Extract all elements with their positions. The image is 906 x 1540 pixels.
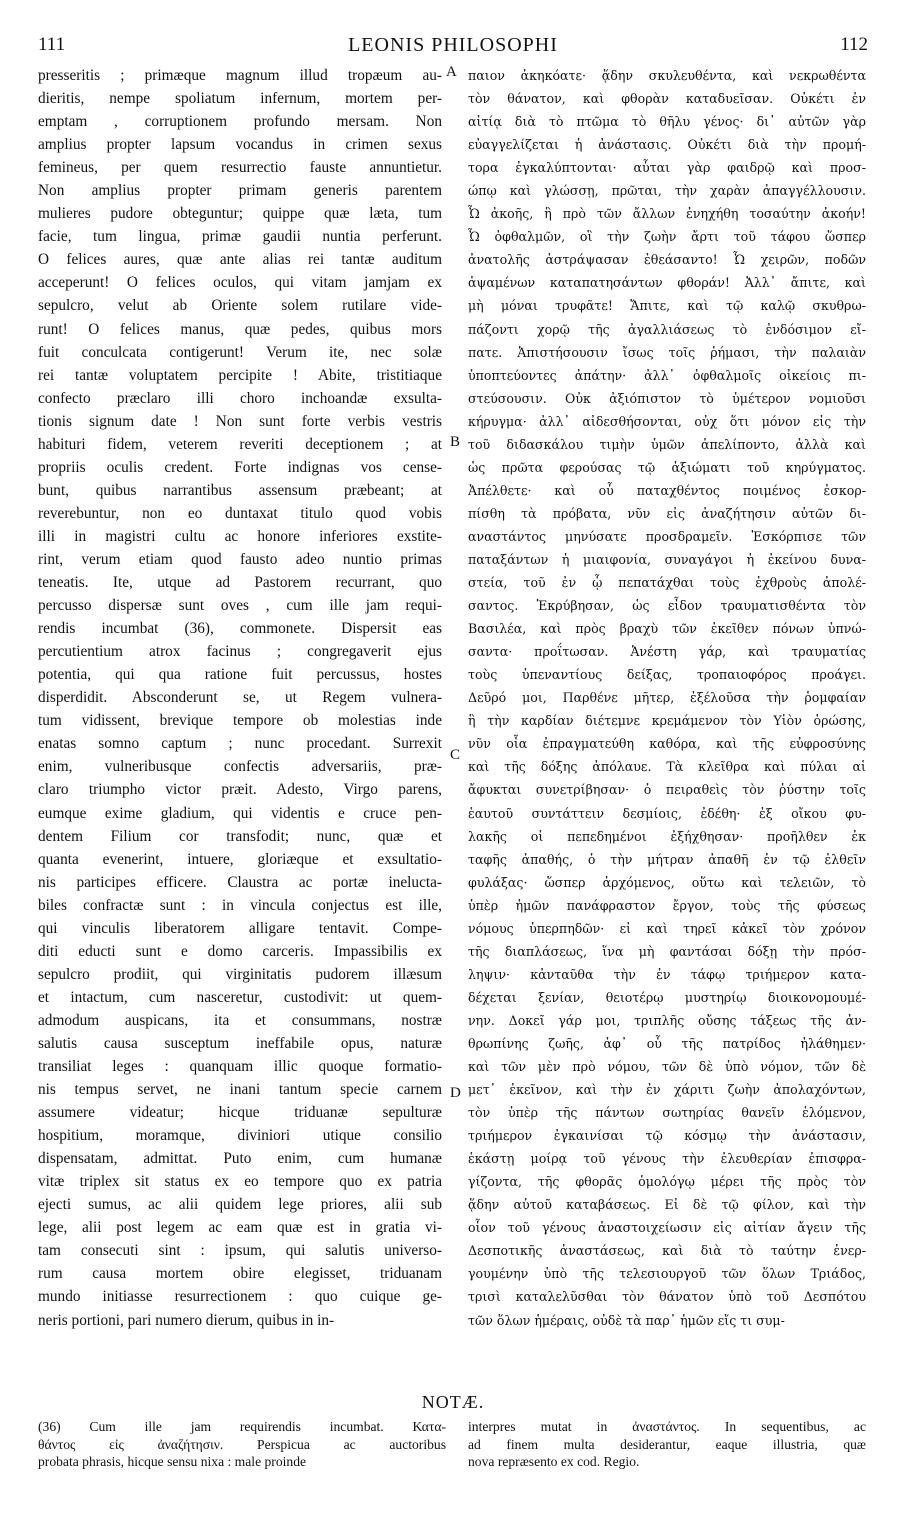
latin-text-line: assumere videatur; hicque triduanæ sepulturæ	[38, 1104, 442, 1122]
latin-text-line: presseritis ; primæque magnum illud tropæum au-	[38, 67, 442, 84]
greek-text-line: ὑπὲρ ἡμῶν πανάφραστον ἔργον, τοὺς τῆς φύσεως	[468, 897, 866, 913]
greek-text-line: γίζοντα, τῆς φθορᾶς ὁμολόγῳ μέρει τῆς πρὸς τὸν	[468, 1174, 866, 1190]
note-text-line: θάντος εἰς ἀναζήτησιν. Perspicua ac auctoribus	[38, 1436, 446, 1452]
greek-text-line: ὡς πρῶτα φερούσας τῷ ἀξιώματι τοῦ κηρύγματος.	[468, 459, 866, 475]
note-text-line: probata phrasis, hicque sensu nixa : male proinde	[38, 1454, 307, 1469]
page-header	[38, 34, 868, 64]
greek-text-line: ἑκάστῃ μοίρᾳ τοῦ γένους τὴν ἐλευθερίαν ἐπισφρα-	[468, 1151, 866, 1167]
greek-text-line: στεία, τοῦ ἐν ᾧ πεπατάχθαι τοὺς ἐχθροὺς ἀπολέ-	[468, 575, 866, 591]
latin-text-line: dispensatam, admittat. Puto enim, cum humanæ	[38, 1150, 442, 1168]
latin-text-line: mundo initiasse resurrectionem : quo cuique ge-	[38, 1288, 442, 1306]
latin-text-line: potentia, qui qua ratione fuit percussus, hostes	[38, 666, 442, 684]
greek-text-line: νῦν οἷα ἐπραγματεύθη καθόρα, καὶ τῆς εὐφροσύνης	[468, 736, 866, 752]
greek-text-line: ἑαυτοῦ συντάττειν δεσμίοις, ἐδέθη· ἐξ οἴκου φυ-	[468, 805, 866, 821]
greek-text-line: φυλάξας· ὥσπερ ἀρχόμενος, οὕτω καὶ τελειῶν, τὸ	[468, 874, 866, 890]
greek-text-line: Ἀπέλθετε· καὶ οὗ παταχθέντος ποιμένος ἐσκορ-	[468, 482, 866, 498]
notes-heading: NOTÆ.	[421, 1392, 485, 1412]
margin-marker-c: C	[450, 747, 461, 763]
greek-text-line: θρωπίνης ζωῆς, ἀφ᾽ οὗ τῆς πατρίδος ἠλάθημεν·	[468, 1035, 866, 1051]
greek-text-line: ἁψαμένων καταπατησάντων φθοράν! Ἀλλ᾽ ἄπιτε, καὶ	[468, 275, 866, 291]
latin-text-line: nis tempus servet, ne inani tantum specie carnem	[38, 1081, 442, 1099]
latin-text-line: fuit conculcata contigerunt! Verum ite, nec solæ	[38, 343, 442, 361]
greek-text-line: Ὦ ἀκοῆς, ἣ πρὸ τῶν ἄλλων ἐνηχήθη τοσαύτην ἀκοήν!	[468, 206, 866, 222]
greek-text-line: παιον ἀκηκόατε· ᾅδην σκυλευθέντα, καὶ νεκρωθέντα	[468, 68, 866, 83]
greek-text-line: τὸν ὑπὲρ τῆς πάντων σωτηρίας θανεῖν ἑλόμενον,	[468, 1105, 866, 1121]
greek-text-line: τοὺς ὑπεναντίους δείξας, τροπαιοφόρος προάγει.	[468, 667, 866, 683]
latin-text-line: amplius propter lapsum vocandus in crimen sexus	[38, 136, 442, 154]
greek-text-line: τριήμερον ἐγκαινίσαι τῷ κόσμῳ τὴν ἀνάστασιν,	[468, 1128, 866, 1144]
greek-text-line: τρισὶ καταλελῦσθαι τὸν θάνατον ὑπὸ τοῦ Δεσπότου	[468, 1289, 866, 1305]
note-text-line: nova repræsento ex cod. Regio.	[468, 1454, 640, 1469]
greek-text-line: Βασιλέα, καὶ πρὸς βραχὺ τῶν ἐκεῖθεν πόνων ὑπνώ-	[468, 621, 866, 637]
latin-text-line: dentem Filium cor transfodit; nunc, quæ et	[38, 827, 442, 845]
greek-text-line: Ὦ ὀφθαλμῶν, οἳ τὴν ζωὴν ἄρτι τοῦ τάφου ὥσπερ	[468, 229, 866, 245]
latin-text-line: qui vinculis liberatorem alligare tentavit. Compe-	[38, 919, 442, 937]
greek-text-line: νην. Δοκεῖ γάρ μοι, τριπλῆς οὔσης τάξεως τῆς ἀν-	[468, 1012, 866, 1028]
latin-text-line: salutis causa susceptum ineffabile opus, naturæ	[38, 1034, 442, 1052]
greek-text-line: ἄφυκται συνετρίβησαν· ὁ πειραθεὶς τὸν ῥύστην τοῖς	[468, 782, 866, 798]
greek-text-line: σαντα· προΐτωσαν. Ἀνέστη γάρ, καὶ τραυματίας	[468, 644, 866, 660]
latin-text-line: tionis signum date ! Non sunt forte verbis vestris	[38, 412, 442, 430]
latin-text-line: tam consecuti sint : ipsum, qui salutis universo-	[38, 1242, 442, 1260]
latin-text-line: femineus, per quem resurrectio fauste annuntietur.	[38, 159, 442, 177]
greek-text-line: μετ᾽ ἐκεῖνον, καὶ τὴν ἐν χάριτι ζωὴν ἀπολαχόντων,	[468, 1082, 866, 1098]
latin-text-line: hospitium, moramque, diviniori utique consilio	[38, 1127, 442, 1145]
latin-text-line: illi in magistri cultu ac honore inferiores exstite-	[38, 527, 442, 545]
latin-text-line: O felices aures, quæ ante alias rei tantæ auditum	[38, 251, 442, 269]
latin-text-line: dieritis, nempe spoliatum infernum, mortem per-	[38, 90, 442, 108]
greek-column	[468, 64, 866, 1332]
greek-text-line: σαντος. Ἐκρύβησαν, ὡς εἶδον τραυματισθέντα τὸν	[468, 598, 866, 614]
greek-text-line: τῶν ὅλων ἡμέραις, οὐδὲ τὰ παρ᾽ ἡμῶν εἴς τι συμ-	[468, 1312, 785, 1328]
latin-text-line: mulieres pudore obteguntur; quippe quæ læta, tum	[38, 205, 442, 223]
latin-text-line: percutientium atrox facinus ; congregaverit ejus	[38, 643, 442, 661]
latin-text-line: facie, tum lingua, primæ gaudii nuntia perferunt.	[38, 228, 442, 246]
latin-text-line: propriis oculis credent. Forte indignas vos cense-	[38, 458, 442, 476]
latin-text-line: emptam , corruptionem profundo mersam. Non	[38, 113, 442, 131]
greek-text-line: ώπῳ καὶ γλώσσῃ, πρῶται, τὴν χαρὰν ἀπαγγέλλουσιν.	[468, 183, 866, 199]
greek-text-line: κήρυγμα· ἀλλ᾽ αἰδεσθήσονται, οὐχ ὅτι μόνον εἰς τὴν	[468, 413, 866, 429]
notes-left-column	[38, 1418, 446, 1471]
latin-text-line: nis participes efficere. Claustra ac portæ ineluctа-	[38, 873, 442, 891]
latin-text-line: et intactum, cum nasceretur, custodivit: ut quem-	[38, 988, 442, 1006]
page-number-left: 111	[38, 34, 66, 55]
latin-column	[38, 64, 442, 1332]
greek-text-line: αἰτίᾳ διὰ τὸ πτῶμα τὸ θῆλυ γένος· δι᾽ αὐτῶν γὰρ	[468, 114, 866, 130]
note-text-line: (36) Cum ille jam requirendis incumbat. Κατα-	[38, 1419, 446, 1434]
running-title: LEONIS PHILOSOPHI	[348, 34, 558, 56]
latin-text-line: vitæ triplex sit status ex eo tempore quo ex patria	[38, 1173, 442, 1191]
greek-text-line: καὶ τῶν μὲν πρὸ νόμου, τῶν δὲ ὑπὸ νόμον, τῶν δὲ	[468, 1059, 866, 1075]
latin-text-line: eumque exime gladium, qui videntis e cruce pen-	[38, 804, 442, 822]
latin-text-line: enatas somno captum ; nunc procedant. Surrexit	[38, 735, 442, 753]
latin-text-line: sepulcro prodiit, qui virginitatis pudorem illæsum	[38, 965, 442, 983]
greek-text-line: ὑποπτεύοντες ἀπάτην· ἀλλ᾽ ὀφθαλμοῖς οἰκείοις πι-	[468, 367, 866, 383]
greek-text-line: ταφῆς ἀπαθής, ὁ τὴν μήτραν ἀπαθῆ ἐν τῷ ἐλθεῖν	[468, 851, 866, 867]
greek-text-line: ληψιν· κἀνταῦθα τὴν ἐν τάφῳ τριήμερον κατα-	[468, 966, 866, 982]
latin-text-line: claro triumpho victor præit. Adesto, Virgo parens,	[38, 781, 442, 799]
margin-marker-b: B	[450, 434, 461, 450]
latin-text-line: Non amplius propter primam generis parentem	[38, 182, 442, 200]
latin-text-line: percusso dispersæ sunt oves , cum ille jam requi-	[38, 597, 442, 615]
greek-text-line: μὴ μόναι τρυφᾶτε! Ἄπιτε, καὶ τῷ καλῷ σκυθρω-	[468, 298, 866, 314]
greek-text-line: νόμους ὑπερπηδῶν· εἰ καὶ τηρεῖ κἀκεῖ τὸν χρόνον	[468, 920, 866, 936]
note-text-line: ad finem multa desiderantur, eaque illustria, quæ	[468, 1436, 866, 1452]
latin-text-line: bunt, quibus narrantibus assensum præbeant; at	[38, 481, 442, 499]
latin-text-line: enim, vulneribusque confectis adversariis, præ-	[38, 758, 442, 776]
greek-text-line: ἣ τὴν καρδίαν διέτεμνε κρεμάμενον τὸν Υἱὸν ὁρώσης,	[468, 713, 866, 729]
greek-text-line: τῆς διαπλάσεως, ἵνα μὴ φαντάσαι δόξῃ τὴν πρόσ-	[468, 943, 866, 959]
notes-right-column	[468, 1418, 866, 1471]
latin-text-line: runt! O felices manus, quæ pedes, quibus mors	[38, 320, 442, 338]
greek-text-line: ἀνατολῆς ἀστράψασαν ἐθεάσαντο! Ὦ χειρῶν, ποδῶν	[468, 252, 866, 268]
latin-text-line: rei tantæ voluptatem percipite ! Abite, tristitiaque	[38, 366, 442, 384]
latin-text-line: neris portioni, pari numero dierum, quibus in in-	[38, 1311, 335, 1329]
greek-text-line: λακῆς οἱ πεπεδημένοι ἐξήχθησαν· προῆλθεν ἐκ	[468, 828, 866, 844]
latin-text-line: confecto præclaro illi choro inchoandæ exsulta-	[38, 389, 442, 407]
greek-text-line: τοῦ διδασκάλου τιμὴν ὑμῶν ἀπελίποντο, ἀλλὰ καὶ	[468, 436, 866, 452]
greek-text-line: τορα ἐγκαλύπτονται· αὗται γὰρ φαιδρῷ καὶ προσ-	[468, 160, 866, 176]
greek-text-line: τὸν θάνατον, καὶ φθορὰν καταδυεῖσαν. Οὐκέτι ἐν	[468, 91, 866, 107]
greek-text-line: Δεσποτικῆς ἀναστάσεως, καὶ διὰ τὸ ταύτην ἐνερ-	[468, 1243, 866, 1259]
greek-text-line: καὶ τῆς δόξης ἀπόλαυε. Τὰ κλεῖθρα καὶ πύλαι αἱ	[468, 759, 866, 775]
latin-text-line: ejecti sumus, ac alii quidem lege priores, alii sub	[38, 1196, 442, 1214]
latin-text-line: tum vidissent, brevique tempore ob molestias inde	[38, 712, 442, 730]
greek-text-line: αναστάντος μηνύσατε προσδραμεῖν. Ἐσκόρπισε τῶν	[468, 528, 866, 544]
page-number-right: 112	[840, 34, 868, 55]
latin-text-line: admodum auspicans, ita et consummans, nostræ	[38, 1011, 442, 1029]
greek-text-line: Δεῦρό μοι, Παρθένε μῆτερ, ἐξέλοῦσα τὴν ῥομφαίαν	[468, 690, 866, 706]
greek-text-line: πατε. Ἀπιστήσουσιν ἴσως τοῖς ῥήμασι, τὴν παλαιὰν	[468, 344, 866, 360]
margin-marker-d: D	[450, 1085, 461, 1101]
latin-text-line: teneatis. Ite, utque ad Pastorem recurrant, quo	[38, 574, 442, 592]
latin-text-line: quanta evenerint, intuere, gloriæque et exsultatio-	[38, 850, 442, 868]
latin-text-line: biles confractæ sunt : in vincula conjectus est ille,	[38, 896, 442, 914]
latin-text-line: rum causa mortem obire elegisset, triduanam	[38, 1265, 442, 1283]
latin-text-line: acceperunt! O felices oculos, qui vitam jamjam ex	[38, 274, 442, 292]
greek-text-line: πάζοντι χορῷ τῆς ἀγαλλιάσεως τὸ ἐνδόσιμον εἴ-	[468, 321, 866, 337]
latin-text-line: lege, alii post legem ac eam quæ est in gratia vi-	[38, 1219, 442, 1237]
greek-text-line: παταξάντων ἡ μιαιφονία, συναγάγοι ἡ ἐκείνου δυνα-	[468, 551, 866, 567]
latin-text-line: reverebuntur, non eo duntaxat titulo quod vobis	[38, 504, 442, 522]
greek-text-line: ᾅδην αὐτοῦ καταβάσεως. Εἰ δὲ τῷ φίλον, καὶ τὴν	[468, 1197, 866, 1213]
greek-text-line: δέχεται ξενίαν, θειοτέρῳ μυστηρίῳ διοικονομουμέ-	[468, 989, 866, 1005]
note-text-line: interpres mutat in ἀναστάντος. In sequentibus, ac	[468, 1419, 866, 1434]
latin-text-line: sepulcro, velut ab Oriente solem rutilare vide-	[38, 297, 442, 315]
latin-text-line: rint, verum etiam quod fausto adeo nuntio primas	[38, 550, 442, 568]
latin-text-line: diti educti sunt e domo carceris. Impassibilis ex	[38, 942, 442, 960]
latin-text-line: habituri fidem, veterem reveriti deceptionem ; at	[38, 435, 442, 453]
latin-text-line: rendis incumbat (36), commonete. Dispersit eas	[38, 620, 442, 638]
greek-text-line: γουμένην ὑπὸ τῆς τελεσιουργοῦ τῶν ὅλων Τριάδος,	[468, 1266, 866, 1282]
greek-text-line: πίσθη τὰ πρόβατα, νῦν εἰς ἀναζήτησιν αὐτῶν δι-	[468, 505, 866, 521]
latin-text-line: transiliat leges : quanquam illic quoque formatio-	[38, 1058, 442, 1076]
greek-text-line: εὐαγγελίζεται ἡ ἀνάστασις. Οὐκέτι διὰ τὴν προμή-	[468, 137, 866, 153]
greek-text-line: στεύσουσιν. Οὐκ ἀξιόπιστον τὸ ὑμέτερον νομιοῦσι	[468, 390, 866, 406]
greek-text-line: οἷον τοῦ γένους ἀναστοιχείωσιν εἰς αἰτίαν ἄγειν τῆς	[468, 1220, 866, 1236]
latin-text-line: disperdidit. Absconderunt se, ut Regem vulnera-	[38, 689, 442, 707]
margin-marker-a: A	[446, 64, 457, 80]
